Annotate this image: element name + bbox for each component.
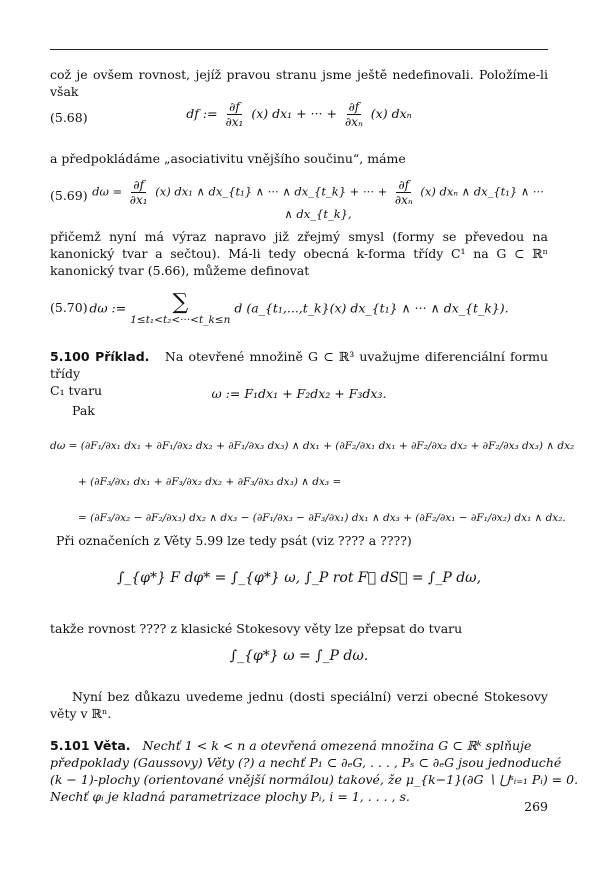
equation-lhs: dω =	[92, 184, 123, 199]
paragraph-general-stokes: Nyní bez důkazu uvedeme jednu (dosti speciální) verzi obecné Stokesovy věty v ℝⁿ.	[50, 689, 548, 721]
header-rule	[50, 49, 548, 50]
fraction: $\frac{\partial f}{\text{∂xₙ}}$	[394, 178, 413, 207]
equation-rhs: d (a_{t₁,...,t_k}(x) dx_{t₁} ∧ ··· ∧ dx_{t_k}).	[234, 300, 509, 316]
example-text-2: C₁ tvaru	[50, 383, 103, 398]
equation-term: (x) dxₙ ∧ dx_{t₁} ∧ ··· ∧ dx_{t_k},	[284, 184, 544, 221]
example-heading: 5.100 Příklad.	[50, 349, 150, 364]
paragraph-assoc: a předpokládáme „asociativitu vnějšího součinu“, máme	[50, 151, 406, 166]
dw-derivation	[50, 428, 575, 536]
derivation-line: dω = (∂F₁/∂x₁ dx₁ + ∂F₁/∂x₂ dx₂ + ∂F₁/∂x₃ dx₃) ∧ dx₁ + (∂F₂/∂x₁ dx₁ + ∂F₂/∂x₂ dx₂ + ∂F₂/∂x₃ dx₃) ∧ dx₂	[50, 440, 575, 452]
equation-lhs: dω :=	[89, 300, 127, 316]
theorem-heading: 5.101 Věta.	[50, 738, 131, 753]
paragraph-canonical: přičemž nyní má výraz napravo již zřejmý smysl (formy se převedou na kanonický tvar a sečtou). Má-li tedy obecná k-forma třídy C¹ na G ⊂ ℝⁿ kanonický tvar (5.66), můžeme definovat	[50, 229, 548, 278]
stokes-identities: ∫_{φ*} F dφ* = ∫_{φ*} ω, ∫_P rot F⃗ dS⃗ = ∫_P dω,	[116, 570, 482, 586]
theorem-line: Nechť φᵢ je kladná parametrizace plochy Pᵢ, i = 1, . . . , s.	[50, 789, 410, 804]
example-text: Na otevřené množině G ⊂ ℝ³ uvažujme diferenciální formu třídy	[50, 349, 549, 381]
fraction: $\frac{\partial f}{\text{∂x₁}}$	[225, 100, 244, 129]
theorem-line: předpoklady (Gaussovy) Věty (?) a nechť P₁ ⊂ ∂ₑG, . . . , Pₛ ⊂ ∂ₑG jsou jednoduché	[50, 755, 562, 770]
equation-label: (5.70)	[50, 300, 88, 315]
theorem-block	[50, 737, 579, 805]
equation-lhs: df :=	[186, 106, 218, 121]
stokes-classic-form: ∫_{φ*} ω = ∫_P dω.	[229, 648, 369, 664]
derivation-line: + (∂F₃/∂x₁ dx₁ + ∂F₃/∂x₂ dx₂ + ∂F₃/∂x₃ dx₃) ∧ dx₃ =	[78, 476, 342, 488]
equation-label: (5.69)	[50, 188, 88, 203]
equation-5-70	[50, 290, 548, 334]
theorem-line: Nechť 1 < k < n a otevřená omezená množina G ⊂ ℝᵏ splňuje	[142, 738, 532, 753]
equation-term: (x) dxₙ	[370, 106, 412, 121]
fraction: $\frac{\partial f}{\text{∂x₁}}$	[129, 178, 148, 207]
pak-label: Pak	[72, 403, 95, 418]
paragraph-rewrite: takže rovnost ???? z klasické Stokesovy věty lze přepsat do tvaru	[50, 621, 463, 636]
equation-5-68	[50, 100, 548, 138]
omega-definition: ω := F₁dx₁ + F₂dx₂ + F₃dx₃.	[211, 386, 387, 401]
theorem-line: (k − 1)-plochy (orientované vnější normálou) takové, že μ_{k−1}(∂G ∖ ⋃ˢᵢ₌₁ Pᵢ) = 0.	[50, 772, 579, 787]
equation-term: (x) dx₁ ∧ dx_{t₁} ∧ ··· ∧ dx_{t_k} + ··· +	[155, 184, 388, 199]
paragraph-intro: což je ovšem rovnost, jejíž pravou stranu jsme ještě nedefinovali. Položíme-li však	[50, 67, 548, 99]
equation-term: (x) dx₁ + ··· +	[251, 106, 337, 121]
equation-label: (5.68)	[50, 110, 88, 125]
paragraph-notation: Při označeních z Věty 5.99 lze tedy psát (viz ???? a ????)	[56, 533, 412, 548]
page-number: 269	[524, 799, 548, 814]
sum-operator: ∑ 1≤t₁<t₂<···<t_k≤n	[130, 290, 231, 326]
sum-subscript: 1≤t₁<t₂<···<t_k≤n	[130, 314, 231, 326]
equation-5-69	[50, 178, 548, 221]
fraction: $\frac{\partial f}{\text{∂xₙ}}$	[344, 100, 363, 129]
derivation-line: = (∂F₃/∂x₂ − ∂F₂/∂x₃) dx₂ ∧ dx₃ − (∂F₁/∂x₃ − ∂F₃/∂x₁) dx₁ ∧ dx₃ + (∂F₂/∂x₁ − ∂F₁/∂x₂) dx₁ ∧ dx₂.	[78, 512, 566, 524]
